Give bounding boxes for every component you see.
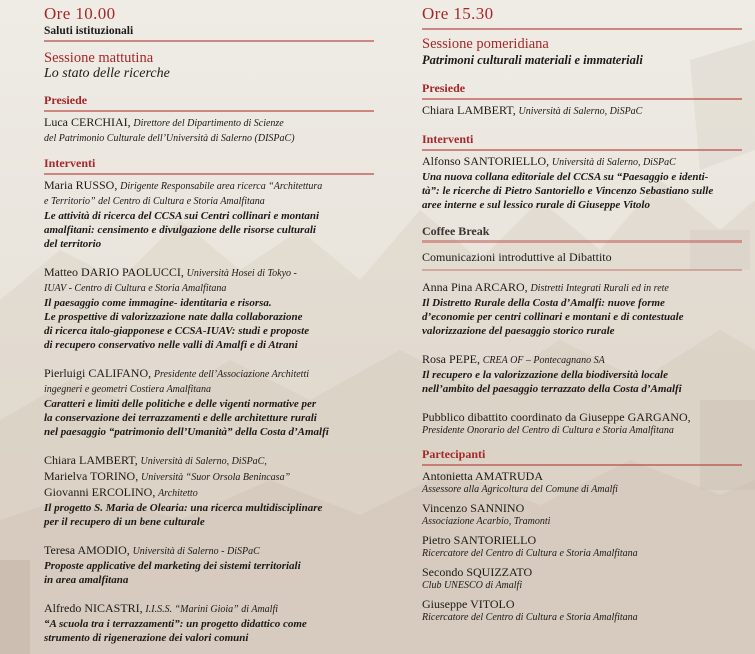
talk-title: di recupero conservativo nelle valli di Amalfi e di Atrani (44, 339, 298, 351)
talk-item (44, 178, 374, 251)
interventi-label: Interventi (422, 132, 474, 146)
participant-name: Vincenzo SANNINO (422, 501, 525, 515)
speaker-role: Università “Suor Orsola Benincasa” (140, 472, 291, 483)
talk-item (44, 543, 374, 587)
participant-role: Assessore alla Agricoltura del Comune di Amalfi (422, 484, 618, 495)
participant-role: Associazione Acarbio, Tramonti (422, 516, 551, 527)
afternoon-session-title: Sessione pomeridiana (422, 36, 549, 52)
participant-role: Ricercatore del Centro di Cultura e Storia Amalfitana (422, 548, 638, 559)
divider (422, 149, 742, 151)
coffee-break-label: Coffee Break (422, 224, 490, 238)
speaker-name: Maria RUSSO, (44, 178, 118, 192)
participant-name: Pietro SANTORIELLO (422, 533, 537, 547)
interventi-label: Interventi (44, 156, 96, 170)
introductory-communications: Comunicazioni introduttive al Dibattito (422, 250, 612, 264)
presiede-label: Presiede (44, 93, 88, 107)
divider (422, 28, 742, 30)
speaker-name: Marielva TORINO, (44, 469, 139, 483)
speaker-name: Chiara LAMBERT, (44, 453, 138, 467)
divider (44, 110, 374, 112)
speaker-name: Pierluigi CALIFANO, (44, 366, 152, 380)
participant-name: Antonietta AMATRUDA (422, 469, 543, 483)
talk-title: nell’ambito del paesaggio terrazzato della Costa d’Amalfi (422, 383, 682, 395)
speaker-role: I.I.S.S. “Marini Gioia” di Amalfi (145, 604, 279, 615)
talk-title: tà”: le ricerche di Pietro Santoriello e Vincenzo Sebastiano sulle (422, 185, 714, 197)
afternoon-column (422, 0, 742, 624)
presiede-label: Presiede (422, 81, 466, 95)
speaker-role: Dirigente Responsabile area ricerca “Architettura (120, 181, 323, 192)
talk-title: Una nuova collana editoriale del CCSA su “Paesaggio e identi- (422, 171, 709, 183)
divider (422, 240, 742, 243)
speaker-role: Distretti Integrati Rurali ed in rete (530, 283, 669, 294)
speaker-role: IUAV - Centro di Cultura e Storia Amalfitana (44, 283, 227, 294)
speaker-name: Anna Pina ARCARO, (422, 280, 528, 294)
speaker-name: Giovanni ERCOLINO, (44, 485, 156, 499)
debate-coordinator: Pubblico dibattito coordinato da Giuseppe GARGANO, (422, 410, 691, 424)
divider (44, 173, 374, 175)
talk-title: Il progetto S. Maria de Olearia: una ricerca multidisciplinare (44, 502, 323, 514)
morning-time: Ore 10.00 (44, 4, 116, 23)
talk-title: Caratteri e limiti delle politiche e delle vigenti normative per (44, 398, 317, 410)
speaker-role: Università di Salerno - DiSPaC (132, 546, 260, 557)
speaker-role: Università Hosei di Tokyo - (186, 268, 297, 279)
talk-title: “A scuola tra i terrazzamenti”: un progetto didattico come (44, 618, 307, 630)
divider (422, 269, 742, 271)
chair-role: Università di Salerno, DiSPaC (518, 106, 643, 117)
divider (44, 40, 374, 42)
speaker-role: CREA OF – Pontecagnano SA (482, 355, 605, 366)
talk-title: di ricerca italo-giapponese e CCSA-IUAV: studi e proposte (44, 325, 310, 337)
talk-title: la conservazione dei terrazzamenti e delle architetture rurali (44, 412, 317, 424)
participant-role: Club UNESCO di Amalfi (422, 580, 523, 591)
talk-item (422, 154, 742, 212)
talk-title: in area amalfitana (44, 574, 129, 586)
speaker-role: e Territorio” del Centro di Cultura e Storia Amalfitana (44, 196, 265, 207)
participants-list (422, 469, 742, 624)
talk-title: amalfitani: censimento e divulgazione delle risorse culturali (44, 224, 316, 236)
talk-item (44, 453, 374, 529)
partecipanti-label: Partecipanti (422, 447, 486, 461)
speaker-role: Presidente dell’Associazione Architetti (153, 369, 310, 380)
participant-name: Secondo SQUIZZATO (422, 565, 533, 579)
debate-coordinator-role: Presidente Onorario del Centro di Cultura e Storia Amalfitana (422, 425, 674, 436)
chair-block (44, 115, 374, 146)
chair-name: Chiara LAMBERT, (422, 103, 516, 117)
talk-title: del territorio (44, 238, 102, 250)
speaker-role: Università di Salerno, DiSPaC, (140, 456, 267, 467)
afternoon-session-subtitle: Patrimoni culturali materiali e immateriali (422, 53, 643, 67)
talk-title: valorizzazione del paesaggio storico rurale (422, 325, 615, 337)
speaker-role: Università di Salerno, DiSPaC (551, 157, 676, 168)
talk-title: d’economie per centri collinari e montani e di contestuale (422, 311, 684, 323)
participant-role: Ricercatore del Centro di Cultura e Storia Amalfitana (422, 612, 638, 623)
chair-name: Luca CERCHIAI, (44, 115, 131, 129)
divider (422, 464, 742, 466)
morning-session-title: Sessione mattutina (44, 50, 154, 66)
speaker-role: ingegneri e geometri Costiera Amalfitana (44, 384, 212, 395)
talk-title: Il Distretto Rurale della Costa d’Amalfi: nuove forme (422, 297, 665, 309)
talk-item (44, 366, 374, 439)
talk-title: Il recupero e la valorizzazione della biodiversità locale (422, 369, 668, 381)
morning-session-subtitle: Lo stato delle ricerche (44, 66, 170, 81)
speaker-name: Matteo DARIO PAOLUCCI, (44, 265, 184, 279)
talk-item (422, 280, 742, 338)
talk-item (422, 352, 742, 396)
chair-role-cont: del Patrimonio Culturale dell’Università di Salerno (DISPaC) (44, 133, 295, 144)
talk-title: Le prospettive di valorizzazione nate dalla collaborazione (44, 311, 303, 323)
speaker-name: Teresa AMODIO, (44, 543, 130, 557)
talk-title: nel paesaggio “patrimonio dell’Umanità” della Costa d’Amalfi (44, 426, 329, 438)
chair-role: Direttore del Dipartimento di Scienze (133, 118, 284, 129)
morning-column (44, 0, 374, 645)
opening-greetings: Saluti istituzionali (44, 25, 134, 37)
speaker-name: Alfredo NICASTRI, (44, 601, 143, 615)
participant-name: Giuseppe VITOLO (422, 597, 515, 611)
afternoon-time: Ore 15.30 (422, 4, 494, 23)
speaker-name: Alfonso SANTORIELLO, (422, 154, 550, 168)
debate-block (422, 410, 742, 437)
talk-title: strumento di rigenerazione dei valori comuni (44, 632, 249, 644)
talk-title: Le attività di ricerca del CCSA sui Centri collinari e montani (44, 210, 320, 222)
divider (422, 98, 742, 100)
talk-title: aree interne e sul lessico rurale di Giuseppe Vitolo (422, 199, 650, 211)
talk-title: Il paesaggio come immagine- identitaria e risorsa. (44, 297, 272, 309)
chair-block (422, 103, 742, 119)
speaker-name: Rosa PEPE, (422, 352, 481, 366)
speaker-role: Architetto (158, 488, 198, 499)
talk-title: Proposte applicative del marketing dei sistemi territoriali (44, 560, 301, 572)
talk-item (44, 601, 374, 645)
talk-title: per il recupero di un bene culturale (44, 516, 205, 528)
talk-item (44, 265, 374, 352)
